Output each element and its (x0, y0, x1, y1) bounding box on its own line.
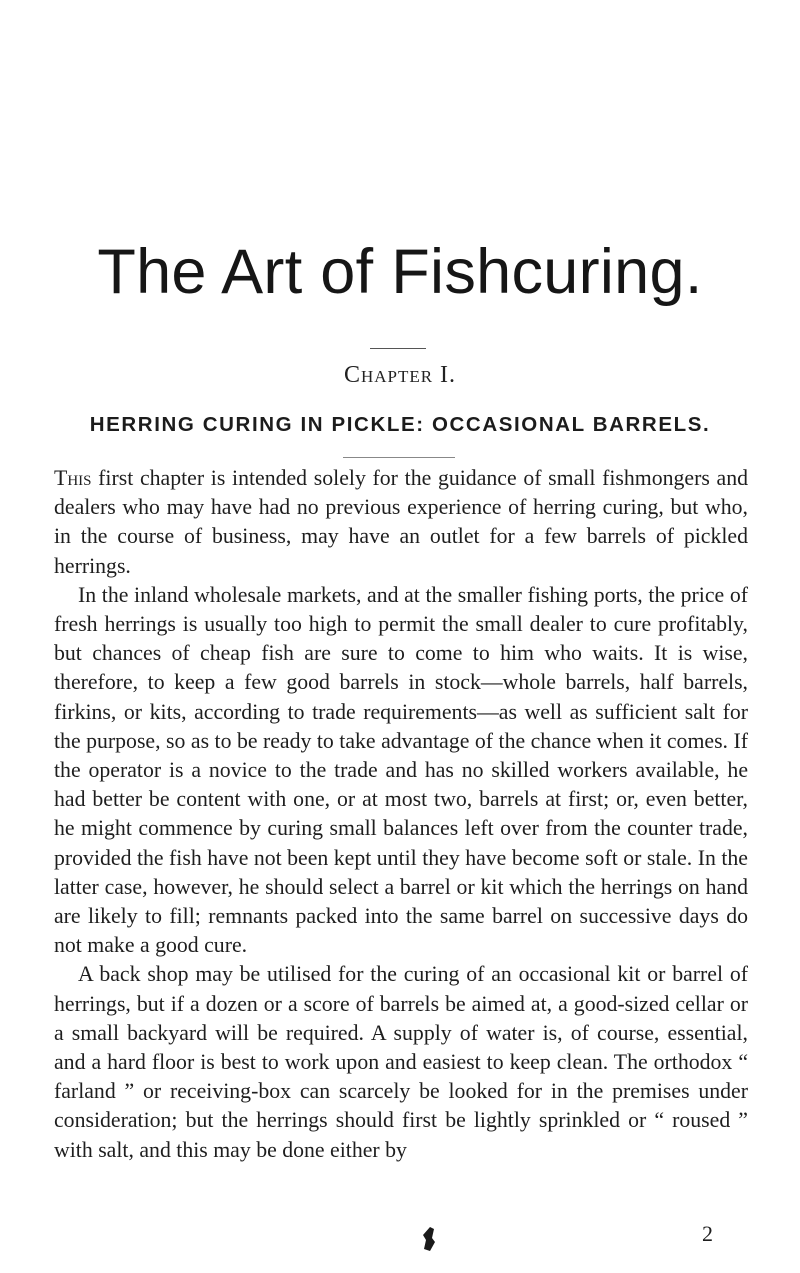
section-divider (343, 457, 455, 458)
page-number: 2 (702, 1221, 713, 1246)
title-divider (370, 348, 426, 349)
book-title: The Art of Fishcuring. (97, 237, 703, 307)
paragraph-text: In the inland wholesale markets, and at the smaller fishing ports, the price of fresh herrings is usually too high to permit the small dealer to cure profitably, but chances of cheap fish are sure to come to him who waits. It is wise, therefore, to keep a few good barrels in stock—whole barrels, half barrels, firkins, or kits, according to trade requirements—as well as sufficient salt for the purpose, so as to be ready to take advantage of the chance when it comes. If the operator is a novice to the trade and has no skilled workers available, he had better be content with one, or at most two, barrels at first; or, even better, he might commence by curing small balances left over from the counter trade, provided the fish have not been kept until they have become soft or stale. In the latter case, however, he should select a barrel or kit which the herrings on hand are likely to fill; remnants packed into the same barrel on successive days do not make a good cure. (54, 582, 748, 958)
section-heading: HERRING CURING IN PICKLE: OCCASIONAL BARRELS. (89, 413, 711, 436)
paragraph-2 (54, 581, 748, 961)
paragraph-text: A back shop may be utilised for the curing of an occasional kit or barrel of herrings, but if a dozen or a score of barrels be aimed at, a good-sized cellar or a small backyard will be required. A supply of water is, of course, essential, and a hard floor is best to work upon and easiest to keep clean. The orthodox “ farland ” or receiving-box can scarcely be looked for in the premises under consideration; but the herrings should first be lightly sprinkled or “ roused ” with salt, and this may be done either by (54, 962, 748, 1162)
paragraph-3 (54, 960, 748, 1164)
paragraph-lead-word: This (54, 466, 92, 490)
body-text (54, 464, 748, 1165)
printer-ornament-icon (421, 1226, 437, 1252)
paragraph-text: first chapter is intended solely for the guidance of small fishmongers and dealers who may have had no previous experience of herring curing, but who, in the course of business, may have an outlet for a few barrels of pickled herrings. (54, 466, 748, 578)
paragraph-1 (54, 464, 748, 581)
chapter-label: Chapter I. (343, 362, 457, 388)
